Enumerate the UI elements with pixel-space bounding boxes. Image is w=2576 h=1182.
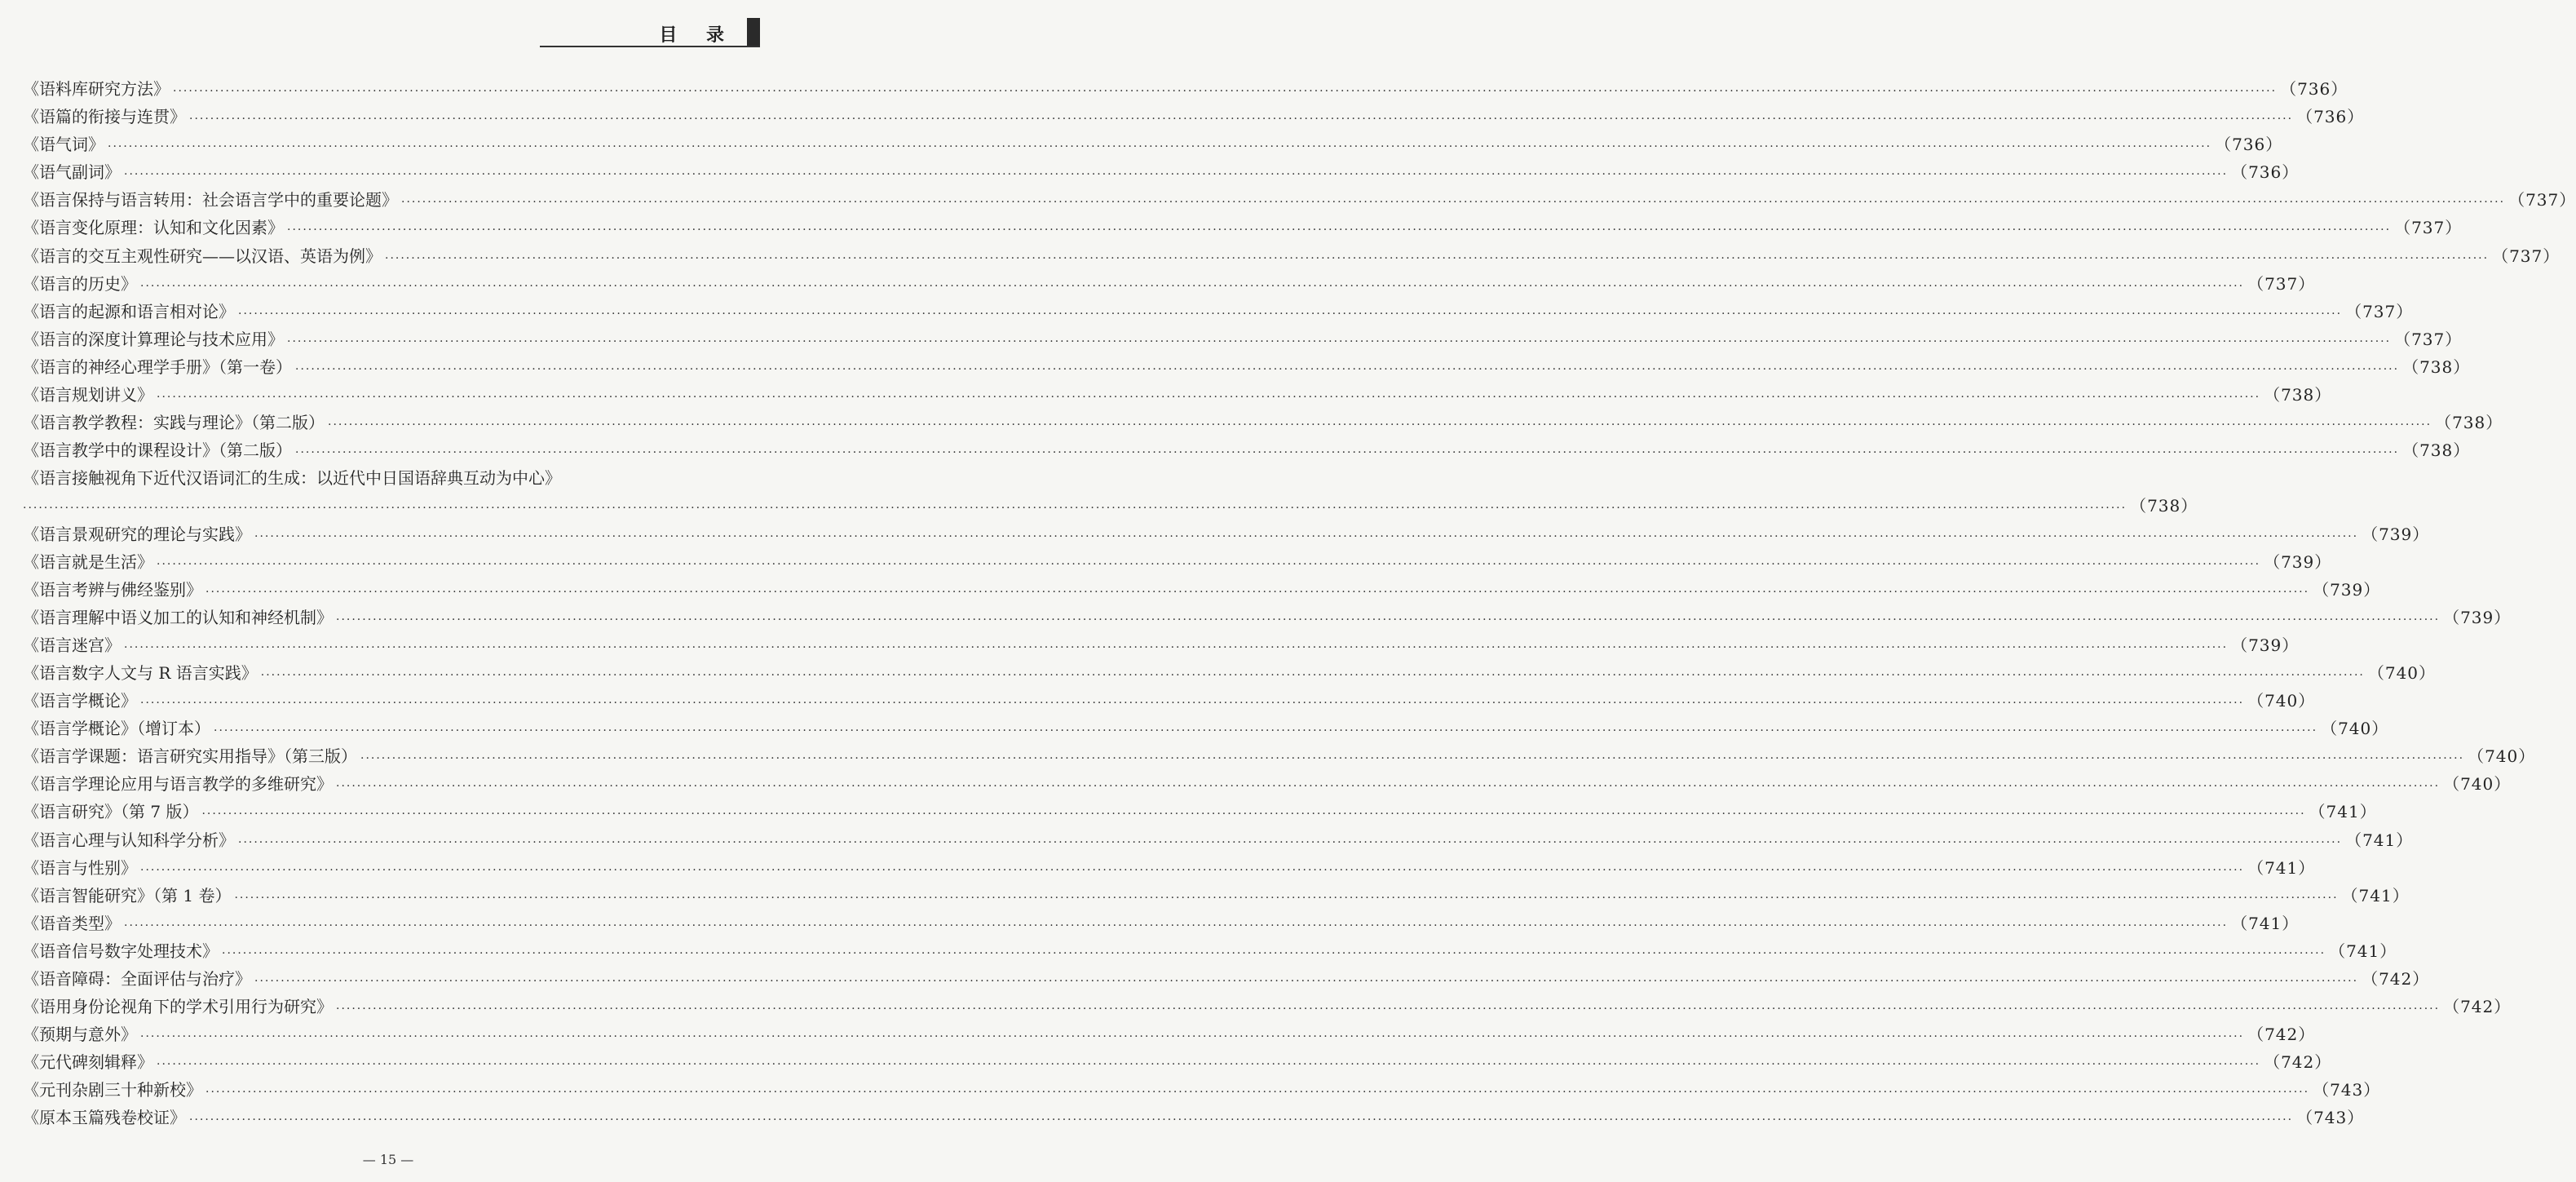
toc-entry-page: （741） bbox=[2341, 885, 2410, 905]
dot-leader: ················································································································································································································································································································································································································ bbox=[254, 975, 2359, 988]
toc-entry bbox=[23, 1076, 2381, 1104]
toc-entry-title: 《元刊杂剧三十种新校》 bbox=[23, 1080, 202, 1100]
toc-entry bbox=[23, 882, 2410, 910]
running-header bbox=[540, 18, 760, 47]
toc-entry-title: 《语言迷宫》 bbox=[23, 635, 121, 655]
toc-entry-title: 《语言学理论应用与语言教学的多维研究》 bbox=[23, 774, 333, 795]
dot-leader: ················································································································································································································································································································································································································ bbox=[201, 808, 2306, 821]
header-title: 目 录 bbox=[659, 25, 736, 46]
toc-entry-title: 《语音障碍：全面评估与治疗》 bbox=[23, 969, 251, 989]
dot-leader: ················································································································································································································································································································································································································ bbox=[205, 1086, 2310, 1100]
dot-leader: ················································································································································································································································································································································································································ bbox=[336, 613, 2441, 626]
dot-leader: ················································································································································································································································································································································································································ bbox=[124, 919, 2229, 932]
toc-entry-title: 《语言与性别》 bbox=[23, 857, 137, 878]
toc-entry-title: 《语用身份论视角下的学术引用行为研究》 bbox=[23, 997, 333, 1017]
toc-entry bbox=[23, 75, 2348, 103]
toc-entry-title: 《语言变化原理：认知和文化因素》 bbox=[23, 218, 284, 238]
header-tab-marker bbox=[747, 18, 760, 46]
toc-entry-title: 《语言就是生活》 bbox=[23, 551, 153, 572]
toc-entry-title: 《语言考辨与佛经鉴别》 bbox=[23, 579, 202, 600]
toc-entry bbox=[23, 353, 2471, 381]
toc-entry-page: （742） bbox=[2264, 1052, 2332, 1073]
toc-entry-page: （737） bbox=[2394, 218, 2463, 238]
toc-entry bbox=[23, 186, 2576, 214]
dot-leader: ················································································································································································································································································································································································································ bbox=[238, 835, 2343, 849]
toc-entry bbox=[23, 742, 2536, 770]
toc-entry-title: 《语言保持与语言转用：社会语言学中的重要论题》 bbox=[23, 190, 398, 210]
toc-entry-page: （742） bbox=[2443, 997, 2512, 1017]
toc-entry-page: （743） bbox=[2296, 1108, 2365, 1128]
toc-entry bbox=[23, 965, 2430, 993]
toc-entry bbox=[23, 687, 2316, 715]
toc-entry-title: 《语音信号数字处理技术》 bbox=[23, 941, 219, 961]
dot-leader: ················································································································································································································································································································································································································ bbox=[140, 697, 2245, 711]
toc-entry-page: （740） bbox=[2321, 719, 2389, 739]
toc-entry-page: （742） bbox=[2362, 969, 2430, 989]
dot-leader: ················································································································································································································································································································································································································ bbox=[157, 391, 2261, 405]
dot-leader: ················································································································································································································································································································································································································ bbox=[328, 418, 2432, 432]
dot-leader: ················································································································································································································································································································································································································ bbox=[254, 529, 2359, 543]
toc-entry bbox=[23, 103, 2365, 131]
dot-leader: ················································································································································································································································································································································································································ bbox=[295, 446, 2400, 460]
toc-entry-title: 《语言接触视角下近代汉语词汇的生成：以近代中日国语辞典互动为中心》 bbox=[23, 468, 561, 489]
dot-leader: ················································································································································································································································································································································································································ bbox=[124, 640, 2229, 654]
page-number: — 15 — bbox=[362, 1152, 414, 1167]
toc-entry-page: （737） bbox=[2247, 273, 2316, 294]
dot-leader: ················································································································································································································································································································································································································ bbox=[234, 891, 2339, 905]
toc-entry-page: （738） bbox=[2402, 356, 2471, 377]
toc-entry bbox=[23, 631, 2300, 659]
toc-entry-title: 《语言的交互主观性研究——以汉语、英语为例》 bbox=[23, 246, 382, 266]
toc-entry-title: 《元代碑刻辑释》 bbox=[23, 1052, 153, 1073]
toc-entry bbox=[23, 325, 2463, 353]
toc-entry-title: 《语言教学中的课程设计》（第二版） bbox=[23, 440, 292, 461]
toc-entry-title: 《语气副词》 bbox=[23, 162, 121, 183]
toc-entry bbox=[23, 464, 749, 492]
table-of-contents bbox=[23, 75, 2576, 1132]
toc-entry-page: （741） bbox=[2329, 941, 2397, 961]
toc-entry-page: （741） bbox=[2247, 857, 2316, 878]
toc-entry bbox=[23, 270, 2316, 298]
toc-entry-title: 《语气词》 bbox=[23, 135, 104, 155]
toc-entry bbox=[23, 242, 2561, 270]
dot-leader: ················································································································································································································································································································································································································ bbox=[140, 863, 2245, 877]
toc-entry-page: （740） bbox=[2367, 662, 2437, 683]
dot-leader: ················································································································································································································································································································································································································ bbox=[336, 1003, 2441, 1016]
toc-entry bbox=[23, 826, 2414, 854]
toc-entry-title: 《语言的深度计算理论与技术应用》 bbox=[23, 329, 284, 349]
toc-entry bbox=[23, 910, 2300, 937]
toc-entry bbox=[23, 659, 2437, 687]
dot-leader: ················································································································································································································································································································································································································ bbox=[222, 946, 2326, 960]
toc-entry-title: 《语言教学教程：实践与理论》（第二版） bbox=[23, 413, 325, 433]
toc-entry-title: 《语言的神经心理学手册》（第一卷） bbox=[23, 356, 292, 377]
toc-entry bbox=[23, 1104, 2365, 1131]
toc-entry bbox=[23, 937, 2397, 965]
toc-entry-title: 《语言理解中语义加工的认知和神经机制》 bbox=[23, 607, 333, 627]
toc-entry-page: （736） bbox=[2215, 135, 2283, 155]
toc-entry-title: 《语篇的衔接与连贯》 bbox=[23, 107, 186, 127]
toc-entry-page: （739） bbox=[2443, 607, 2512, 627]
dot-leader: ················································································································································································································································································································································································································ bbox=[140, 1030, 2245, 1044]
toc-entry bbox=[23, 1020, 2316, 1048]
toc-entry-title: 《语言学概论》（增订本） bbox=[23, 719, 210, 739]
toc-entry-page: （739） bbox=[2231, 635, 2300, 655]
toc-entry bbox=[23, 576, 2381, 604]
toc-entry-page: （743） bbox=[2313, 1080, 2381, 1100]
dot-leader: ················································································································································································································································································································································································································ bbox=[295, 362, 2400, 376]
toc-entry bbox=[23, 436, 2471, 464]
toc-entry-page: （741） bbox=[2309, 802, 2377, 822]
dot-leader: ················································································································································································································································································································································································································ bbox=[401, 196, 2506, 210]
dot-leader: ················································································································································································································································································································································································································ bbox=[205, 585, 2310, 599]
toc-entry bbox=[23, 715, 2389, 742]
dot-leader: ················································································································································································································································································································································································································ bbox=[23, 502, 2128, 516]
dot-leader: ················································································································································································································································································································································································································ bbox=[124, 168, 2229, 182]
toc-entry-page: （737） bbox=[2394, 329, 2463, 349]
toc-entry-page: （742） bbox=[2247, 1025, 2316, 1045]
toc-entry-page: （738） bbox=[2130, 496, 2198, 516]
dot-leader: ················································································································································································································································································································································································································ bbox=[360, 752, 2465, 766]
toc-entry bbox=[23, 214, 2463, 241]
toc-entry-title: 《语料库研究方法》 bbox=[23, 79, 170, 99]
toc-entry-title: 《语言的历史》 bbox=[23, 273, 137, 294]
toc-entry-page: （741） bbox=[2231, 913, 2300, 933]
dot-leader: ················································································································································································································································································································································································································ bbox=[157, 557, 2261, 571]
toc-entry-page: （736） bbox=[2280, 79, 2348, 99]
toc-entry-title: 《预期与意外》 bbox=[23, 1025, 137, 1045]
dot-leader: ················································································································································································································································································································································································································ bbox=[238, 307, 2343, 321]
dot-leader: ················································································································································································································································································································································································································ bbox=[173, 85, 2278, 98]
dot-leader: ················································································································································································································································································································································································································ bbox=[336, 780, 2441, 794]
toc-entry-page: （740） bbox=[2247, 691, 2316, 711]
toc-entry-page: （740） bbox=[2443, 774, 2512, 795]
toc-entry-page: （739） bbox=[2313, 579, 2381, 600]
toc-entry-page: （741） bbox=[2345, 830, 2414, 850]
toc-entry-title: 《语言学课题：语言研究实用指导》（第三版） bbox=[23, 746, 357, 767]
toc-entry-page: （737） bbox=[2345, 301, 2414, 321]
toc-entry bbox=[23, 854, 2316, 882]
toc-entry-page: （736） bbox=[2296, 107, 2365, 127]
dot-leader: ················································································································································································································································································································································································································ bbox=[140, 279, 2245, 293]
dot-leader: ················································································································································································································································································································································································································ bbox=[157, 1058, 2261, 1072]
toc-entry-page: （740） bbox=[2468, 746, 2536, 767]
header-rule bbox=[540, 46, 760, 47]
toc-entry bbox=[23, 158, 2300, 186]
toc-entry bbox=[23, 131, 2283, 158]
toc-entry bbox=[23, 298, 2414, 325]
toc-entry-title: 《语言的起源和语言相对论》 bbox=[23, 301, 235, 321]
toc-entry-title: 《原本玉篇残卷校证》 bbox=[23, 1108, 186, 1128]
toc-entry-title: 《语言规划讲义》 bbox=[23, 385, 153, 405]
toc-entry-page: （737） bbox=[2508, 190, 2576, 210]
toc-entry bbox=[23, 548, 2332, 576]
dot-leader: ················································································································································································································································································································································································································ bbox=[287, 334, 2392, 348]
toc-entry-title: 《语音类型》 bbox=[23, 913, 121, 933]
dot-leader: ················································································································································································································································································································································································································ bbox=[189, 113, 2294, 126]
toc-entry-title: 《语言景观研究的理论与实践》 bbox=[23, 524, 251, 544]
toc-entry-page: （736） bbox=[2231, 162, 2300, 183]
toc-entry-page: （738） bbox=[2264, 385, 2332, 405]
toc-entry-page: （738） bbox=[2402, 440, 2471, 461]
toc-entry-continuation bbox=[23, 492, 2198, 520]
dot-leader: ················································································································································································································································································································································································································ bbox=[287, 224, 2392, 237]
toc-entry bbox=[23, 1048, 2332, 1076]
toc-entry bbox=[23, 798, 2377, 826]
toc-entry bbox=[23, 409, 2503, 436]
toc-entry-page: （739） bbox=[2362, 524, 2430, 544]
dot-leader: ················································································································································································································································································································································································································ bbox=[189, 1113, 2294, 1127]
dot-leader: ················································································································································································································································································································································································································ bbox=[214, 724, 2318, 738]
toc-entry-title: 《语言数字人文与 R 语言实践》 bbox=[23, 662, 258, 683]
toc-entry bbox=[23, 993, 2512, 1020]
toc-entry-title: 《语言智能研究》（第 1 卷） bbox=[23, 885, 232, 905]
toc-entry bbox=[23, 604, 2512, 631]
toc-entry bbox=[23, 381, 2332, 409]
dot-leader: ················································································································································································································································································································································································································ bbox=[385, 251, 2490, 265]
toc-entry-page: （737） bbox=[2492, 246, 2561, 266]
toc-entry-title: 《语言研究》（第 7 版） bbox=[23, 802, 199, 822]
toc-entry bbox=[23, 770, 2512, 798]
toc-entry-page: （739） bbox=[2264, 551, 2332, 572]
toc-entry bbox=[23, 520, 2430, 548]
toc-entry-title: 《语言心理与认知科学分析》 bbox=[23, 830, 235, 850]
dot-leader: ················································································································································································································································································································································································································ bbox=[108, 140, 2212, 154]
toc-entry-title: 《语言学概论》 bbox=[23, 691, 137, 711]
toc-entry-page: （738） bbox=[2435, 413, 2503, 433]
dot-leader: ················································································································································································································································································································································································································ bbox=[260, 668, 2365, 682]
